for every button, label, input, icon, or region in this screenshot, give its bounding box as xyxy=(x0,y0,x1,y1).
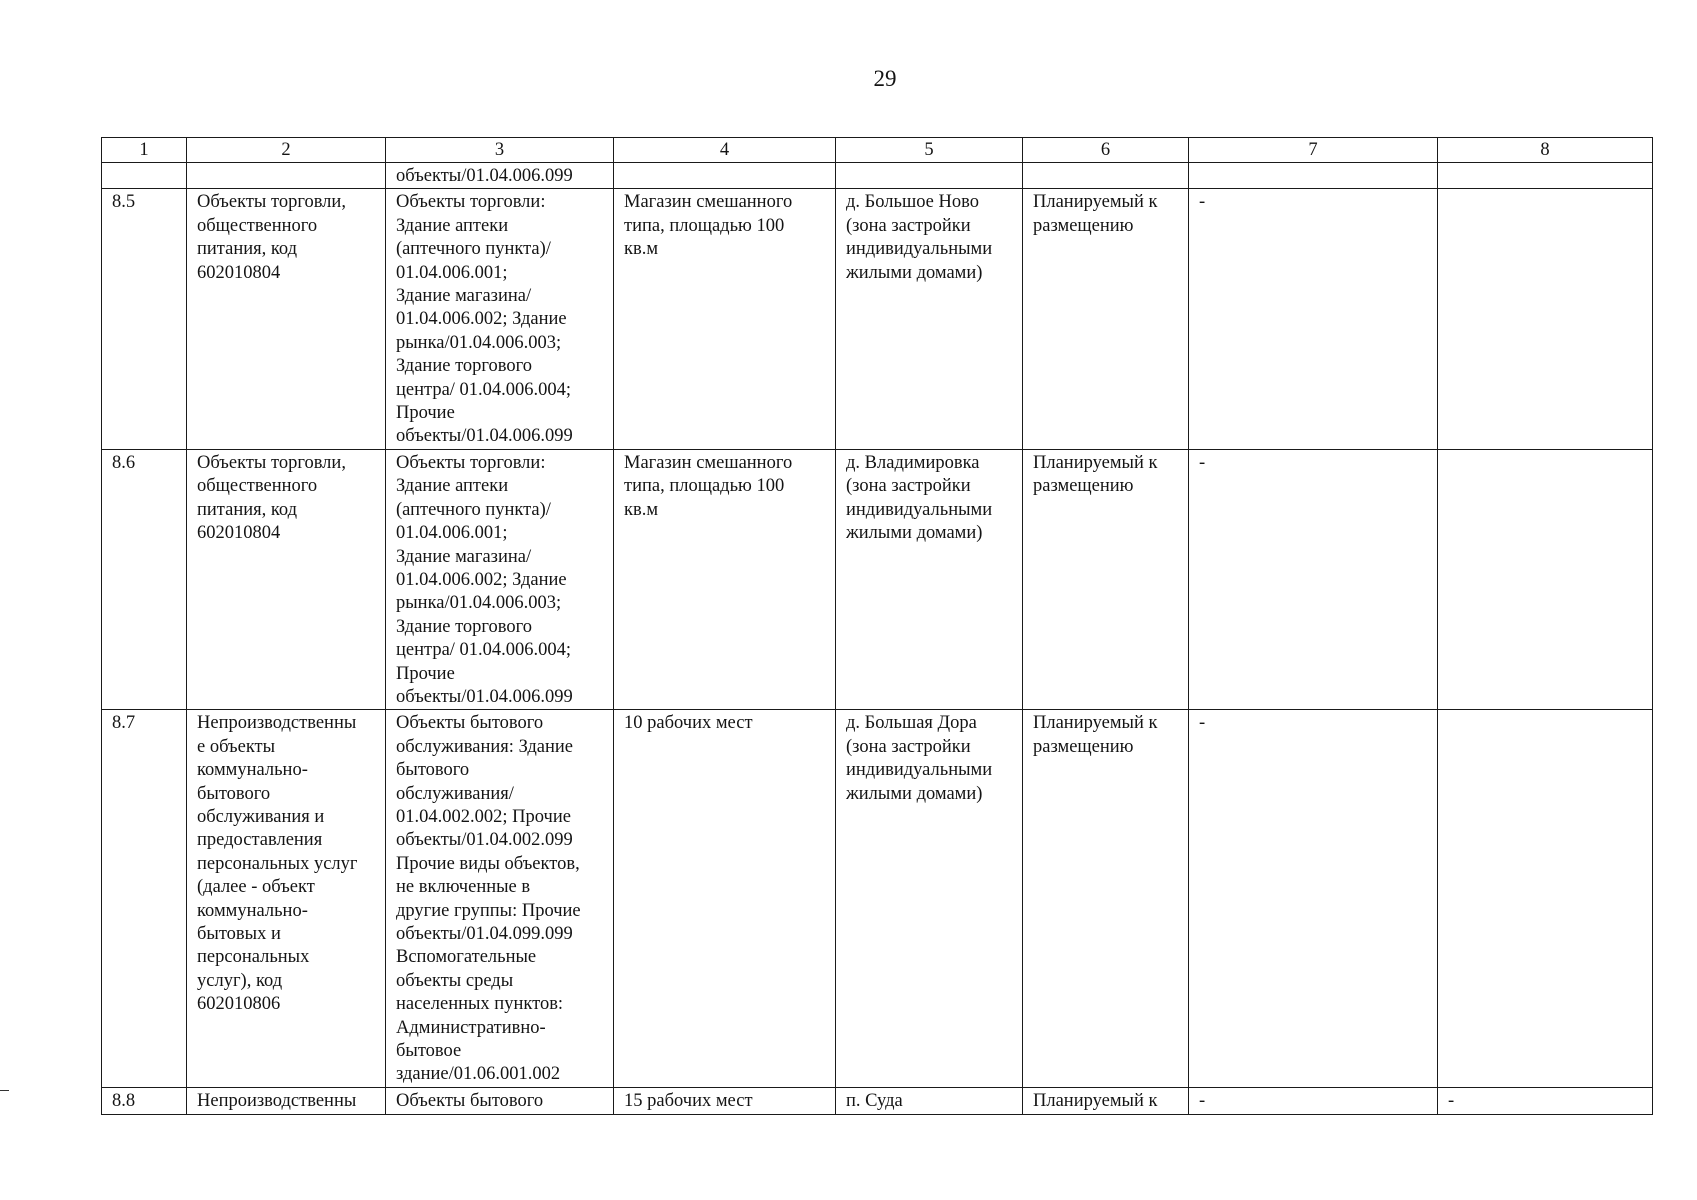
row-number: 8.8 xyxy=(102,1087,187,1114)
cell xyxy=(102,163,187,189)
object-status: Планируемый к xyxy=(1023,1087,1189,1114)
object-status: Планируемый к размещению xyxy=(1023,449,1189,709)
cell xyxy=(1189,163,1438,189)
object-location: д. Большая Дора (зона застройки индивидуальными жилыми домами) xyxy=(836,710,1023,1088)
cell xyxy=(614,163,836,189)
object-location: д. Большое Ново (зона застройки индивидуальными жилыми домами) xyxy=(836,189,1023,449)
column-7-value: - xyxy=(1189,449,1438,709)
col-header-1: 1 xyxy=(102,138,187,163)
column-7-value: - xyxy=(1189,1087,1438,1114)
table-row xyxy=(102,189,1653,449)
column-8-value xyxy=(1438,189,1653,449)
col-header-5: 5 xyxy=(836,138,1023,163)
cell xyxy=(1023,163,1189,189)
page-number: 29 xyxy=(873,66,897,91)
column-7-value: - xyxy=(1189,710,1438,1088)
cell xyxy=(836,163,1023,189)
object-name: Непроизводственны е объекты коммунально- бытового обслуживания и предоставления персональных услуг (далее - объект коммунально- бытовых и персональных услуг), код 602010806 xyxy=(187,710,386,1088)
table-row xyxy=(102,710,1653,1088)
column-7-value: - xyxy=(1189,189,1438,449)
object-name: Непроизводственны xyxy=(187,1087,386,1114)
row-number: 8.7 xyxy=(102,710,187,1088)
object-types: Объекты торговли: Здание аптеки (аптечного пункта)/ 01.04.006.001; Здание магазина/ 01.04.006.002; Здание рынка/01.04.006.003; Здание торгового центра/ 01.04.006.004; Прочие объекты/01.04.006.099 xyxy=(386,449,614,709)
col-header-7: 7 xyxy=(1189,138,1438,163)
column-number-row xyxy=(102,138,1653,163)
objects-table xyxy=(101,137,1653,1115)
table-row xyxy=(102,1087,1653,1114)
row-number: 8.6 xyxy=(102,449,187,709)
object-status: Планируемый к размещению xyxy=(1023,710,1189,1088)
object-status: Планируемый к размещению xyxy=(1023,189,1189,449)
column-8-value xyxy=(1438,710,1653,1088)
object-types: Объекты бытового xyxy=(386,1087,614,1114)
continuation-row xyxy=(102,163,1653,189)
cell: объекты/01.04.006.099 xyxy=(386,163,614,189)
margin-mark xyxy=(0,1090,9,1091)
column-8-value: - xyxy=(1438,1087,1653,1114)
cell xyxy=(187,163,386,189)
column-8-value xyxy=(1438,449,1653,709)
col-header-2: 2 xyxy=(187,138,386,163)
row-number: 8.5 xyxy=(102,189,187,449)
object-characteristics: Магазин смешанного типа, площадью 100 кв.м xyxy=(614,449,836,709)
object-characteristics: Магазин смешанного типа, площадью 100 кв.м xyxy=(614,189,836,449)
object-characteristics: 15 рабочих мест xyxy=(614,1087,836,1114)
col-header-4: 4 xyxy=(614,138,836,163)
col-header-8: 8 xyxy=(1438,138,1653,163)
object-characteristics: 10 рабочих мест xyxy=(614,710,836,1088)
col-header-6: 6 xyxy=(1023,138,1189,163)
col-header-3: 3 xyxy=(386,138,614,163)
object-location: п. Суда xyxy=(836,1087,1023,1114)
object-types: Объекты бытового обслуживания: Здание бытового обслуживания/ 01.04.002.002; Прочие объекты/01.04.002.099 Прочие виды объектов, не включенные в другие группы: Прочие объекты/01.04.099.099 Вспомогательные объекты среды населенных пунктов: Административно- бытовое здание/01.06.001.002 xyxy=(386,710,614,1088)
object-types: Объекты торговли: Здание аптеки (аптечного пункта)/ 01.04.006.001; Здание магазина/ 01.04.006.002; Здание рынка/01.04.006.003; Здание торгового центра/ 01.04.006.004; Прочие объекты/01.04.006.099 xyxy=(386,189,614,449)
cell xyxy=(1438,163,1653,189)
object-location: д. Владимировка (зона застройки индивидуальными жилыми домами) xyxy=(836,449,1023,709)
object-name: Объекты торговли, общественного питания, код 602010804 xyxy=(187,189,386,449)
table-row xyxy=(102,449,1653,709)
object-name: Объекты торговли, общественного питания, код 602010804 xyxy=(187,449,386,709)
